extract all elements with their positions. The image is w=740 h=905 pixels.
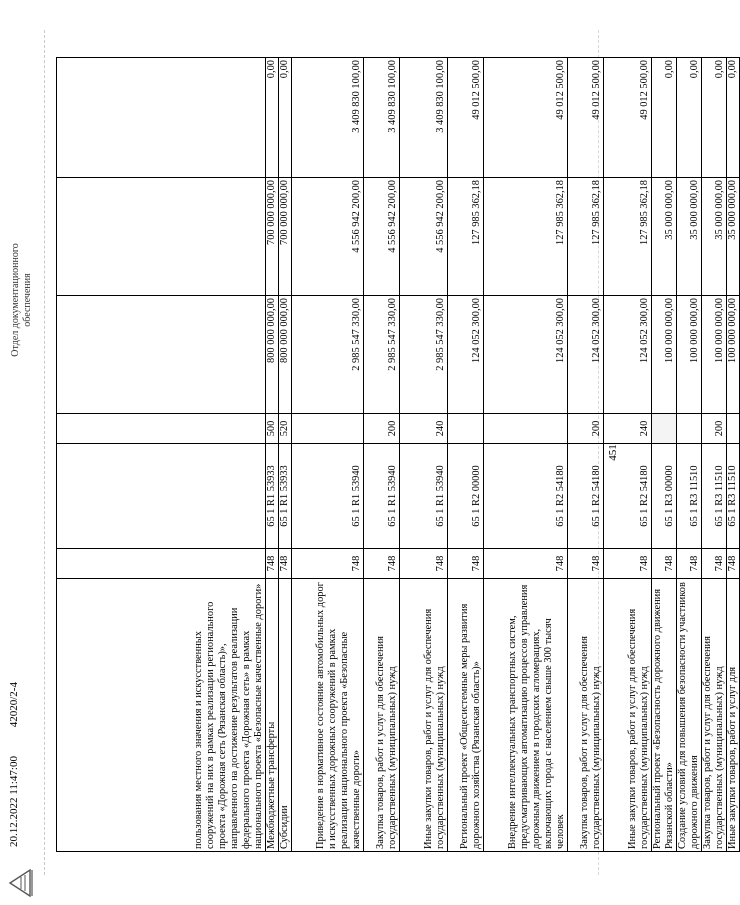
cell-amount-year3: 0,00 [279, 58, 292, 178]
cell-amount-year2: 127 985 362,18 [484, 178, 568, 296]
cell-expense-type [677, 414, 702, 444]
cell-amount-year3: 0,00 [727, 58, 740, 178]
cell-name: Приведение в нормативное состояние автомобильных дорог и искусственных дорожных сооружений в рамках реализации национального проекта «Безопасные качественные дороги» [292, 579, 364, 852]
cell-target-article: 65 1 R2 54180 [568, 444, 604, 549]
cell-amount-year3: 3 409 830 100,00 [400, 58, 448, 178]
cell-grbs-code: 748 [677, 549, 702, 579]
cell-amount-year1: 100 000 000,00 [677, 296, 702, 414]
cell-amount-year1: 124 052 300,00 [604, 296, 652, 414]
cell-target-article: 65 1 R2 54180 [604, 444, 652, 549]
cell-amount-year2: 35 000 000,00 [677, 178, 702, 296]
stamp-datetime: 20.12.2022 11:47:00 [8, 756, 20, 847]
cell-grbs-code: 748 [292, 549, 364, 579]
cell-expense-type: 200 [702, 414, 727, 444]
cell-amount-year2: 127 985 362,18 [568, 178, 604, 296]
cell-grbs-code: 748 [727, 549, 740, 579]
document-stamp [8, 656, 20, 847]
cell-target-article: 65 1 R2 54180 [484, 444, 568, 549]
cell-amount-year3: 3 409 830 100,00 [364, 58, 400, 178]
table-row [677, 58, 702, 852]
cell-expense-type: 520 [279, 414, 292, 444]
cell-grbs-code: 748 [279, 549, 292, 579]
cell-amount-year3: 49 012 500,00 [568, 58, 604, 178]
cell-amount-year3: 0,00 [652, 58, 677, 178]
cell-expense-type [652, 414, 677, 444]
cell-amount-year1: 100 000 000,00 [652, 296, 677, 414]
cell-expense-type: 200 [364, 414, 400, 444]
cell-amount-year2: 4 556 942 200,00 [364, 178, 400, 296]
stamp-doc-id: 42020/2-4 [8, 682, 20, 728]
cell-expense-type [448, 414, 484, 444]
cell-name: Закупка товаров, работ и услуг для обеспечения государственных (муниципальных) нужд [364, 579, 400, 852]
cell-amount-year3 [57, 58, 266, 178]
cell-target-article: 65 1 R1 53933 [279, 444, 292, 549]
cell-name: Закупка товаров, работ и услуг для обеспечения государственных (муниципальных) нужд [568, 579, 604, 852]
cell-grbs-code: 748 [652, 549, 677, 579]
cell-amount-year2: 35 000 000,00 [702, 178, 727, 296]
cell-amount-year1: 2 985 547 330,00 [292, 296, 364, 414]
department-caption: Отдел документационного обеспечения [10, 243, 33, 357]
cell-expense-type: 500 [266, 414, 279, 444]
table-row [568, 58, 604, 852]
cell-amount-year2 [57, 178, 266, 296]
cell-target-article: 65 1 R1 53933 [266, 444, 279, 549]
cell-name: Субсидии [279, 579, 292, 852]
cell-name: Иные закупки товаров, работ и услуг для обеспечения государственных (муниципальных) нужд [604, 579, 652, 852]
cell-amount-year1: 2 985 547 330,00 [400, 296, 448, 414]
cell-name: Внедрение интеллектуальных транспортных систем, предусматривающих автоматизацию процессов управления дорожным движением в городских агломерациях, включающих города с населением свыше 300 тысяч человек [484, 579, 568, 852]
cell-amount-year1: 124 052 300,00 [484, 296, 568, 414]
cell-grbs-code [57, 549, 266, 579]
table-body [57, 58, 740, 852]
table-row [279, 58, 292, 852]
cell-name: Иные закупки товаров, работ и услуг для обеспечения государственных (муниципальных) нужд [400, 579, 448, 852]
cell-grbs-code: 748 [604, 549, 652, 579]
scan-fold-line [44, 30, 45, 875]
cell-amount-year2: 127 985 362,18 [604, 178, 652, 296]
cell-amount-year2: 700 000 000,00 [279, 178, 292, 296]
cell-amount-year1: 2 985 547 330,00 [364, 296, 400, 414]
cell-expense-type [727, 414, 740, 444]
cell-amount-year1: 100 000 000,00 [702, 296, 727, 414]
cell-name: Региональный проект «Безопасность дорожного движения Рязанской области» [652, 579, 677, 852]
cell-amount-year1: 124 052 300,00 [568, 296, 604, 414]
cell-amount-year3: 49 012 500,00 [604, 58, 652, 178]
cell-grbs-code: 748 [484, 549, 568, 579]
cell-amount-year1: 124 052 300,00 [448, 296, 484, 414]
cell-amount-year3: 0,00 [266, 58, 279, 178]
cell-name: Иные закупки товаров, работ и услуг для [727, 579, 740, 852]
cell-expense-type: 200 [568, 414, 604, 444]
cell-target-article: 65 1 R3 11510 [727, 444, 740, 549]
document-stamp-icon [6, 867, 34, 899]
cell-name: Региональный проект «Общесистемные меры развития дорожного хозяйства (Рязанская область)» [448, 579, 484, 852]
cell-expense-type [57, 414, 266, 444]
cell-expense-type: 240 [400, 414, 448, 444]
cell-target-article: 65 1 R1 53940 [292, 444, 364, 549]
table-row [448, 58, 484, 852]
cell-amount-year3: 0,00 [702, 58, 727, 178]
cell-grbs-code: 748 [364, 549, 400, 579]
cell-target-article: 65 1 R2 00000 [448, 444, 484, 549]
table-row [484, 58, 568, 852]
cell-amount-year1 [57, 296, 266, 414]
table-row [266, 58, 279, 852]
cell-amount-year2: 127 985 362,18 [448, 178, 484, 296]
cell-amount-year3: 49 012 500,00 [448, 58, 484, 178]
cell-grbs-code: 748 [448, 549, 484, 579]
cell-target-article: 65 1 R1 53940 [364, 444, 400, 549]
table-row [652, 58, 677, 852]
table-row [57, 58, 266, 852]
cell-amount-year1: 800 000 000,00 [279, 296, 292, 414]
cell-expense-type [292, 414, 364, 444]
cell-expense-type: 240 [604, 414, 652, 444]
cell-name: Создание условий для повышения безопасности участников дорожного движения [677, 579, 702, 852]
table-row [292, 58, 364, 852]
cell-name: Межбюджетные трансферты [266, 579, 279, 852]
cell-grbs-code: 748 [266, 549, 279, 579]
cell-target-article: 65 1 R1 53940 [400, 444, 448, 549]
cell-target-article [57, 444, 266, 549]
cell-expense-type [484, 414, 568, 444]
cell-amount-year1: 800 000 000,00 [266, 296, 279, 414]
cell-amount-year2: 4 556 942 200,00 [400, 178, 448, 296]
table-row [604, 58, 652, 852]
table-row [400, 58, 448, 852]
budget-table [56, 57, 740, 852]
cell-amount-year3: 3 409 830 100,00 [292, 58, 364, 178]
cell-target-article: 65 1 R3 00000 [652, 444, 677, 549]
cell-amount-year2: 35 000 000,00 [652, 178, 677, 296]
table-row [727, 58, 740, 852]
cell-amount-year3: 0,00 [677, 58, 702, 178]
cell-name: пользования местного значения и искусственных сооружений на них в рамках реализации регионального проекта «Дорожная сеть (Рязанская область)», направленного на достижение результатов реализации федерального проекта «Дорожная сеть» в рамках национального проекта «Безопасные качественные дороги» [57, 579, 266, 852]
cell-amount-year2: 4 556 942 200,00 [292, 178, 364, 296]
cell-grbs-code: 748 [568, 549, 604, 579]
cell-amount-year2: 700 000 000,00 [266, 178, 279, 296]
cell-grbs-code: 748 [400, 549, 448, 579]
cell-grbs-code: 748 [702, 549, 727, 579]
cell-amount-year3: 49 012 500,00 [484, 58, 568, 178]
page-number: 451 [607, 444, 619, 461]
cell-target-article: 65 1 R3 11510 [677, 444, 702, 549]
cell-name: Закупка товаров, работ и услуг для обеспечения государственных (муниципальных) нужд [702, 579, 727, 852]
cell-amount-year2: 35 000 000,00 [727, 178, 740, 296]
table-row [364, 58, 400, 852]
table-row [702, 58, 727, 852]
cell-amount-year1: 100 000 000,00 [727, 296, 740, 414]
cell-target-article: 65 1 R3 11510 [702, 444, 727, 549]
